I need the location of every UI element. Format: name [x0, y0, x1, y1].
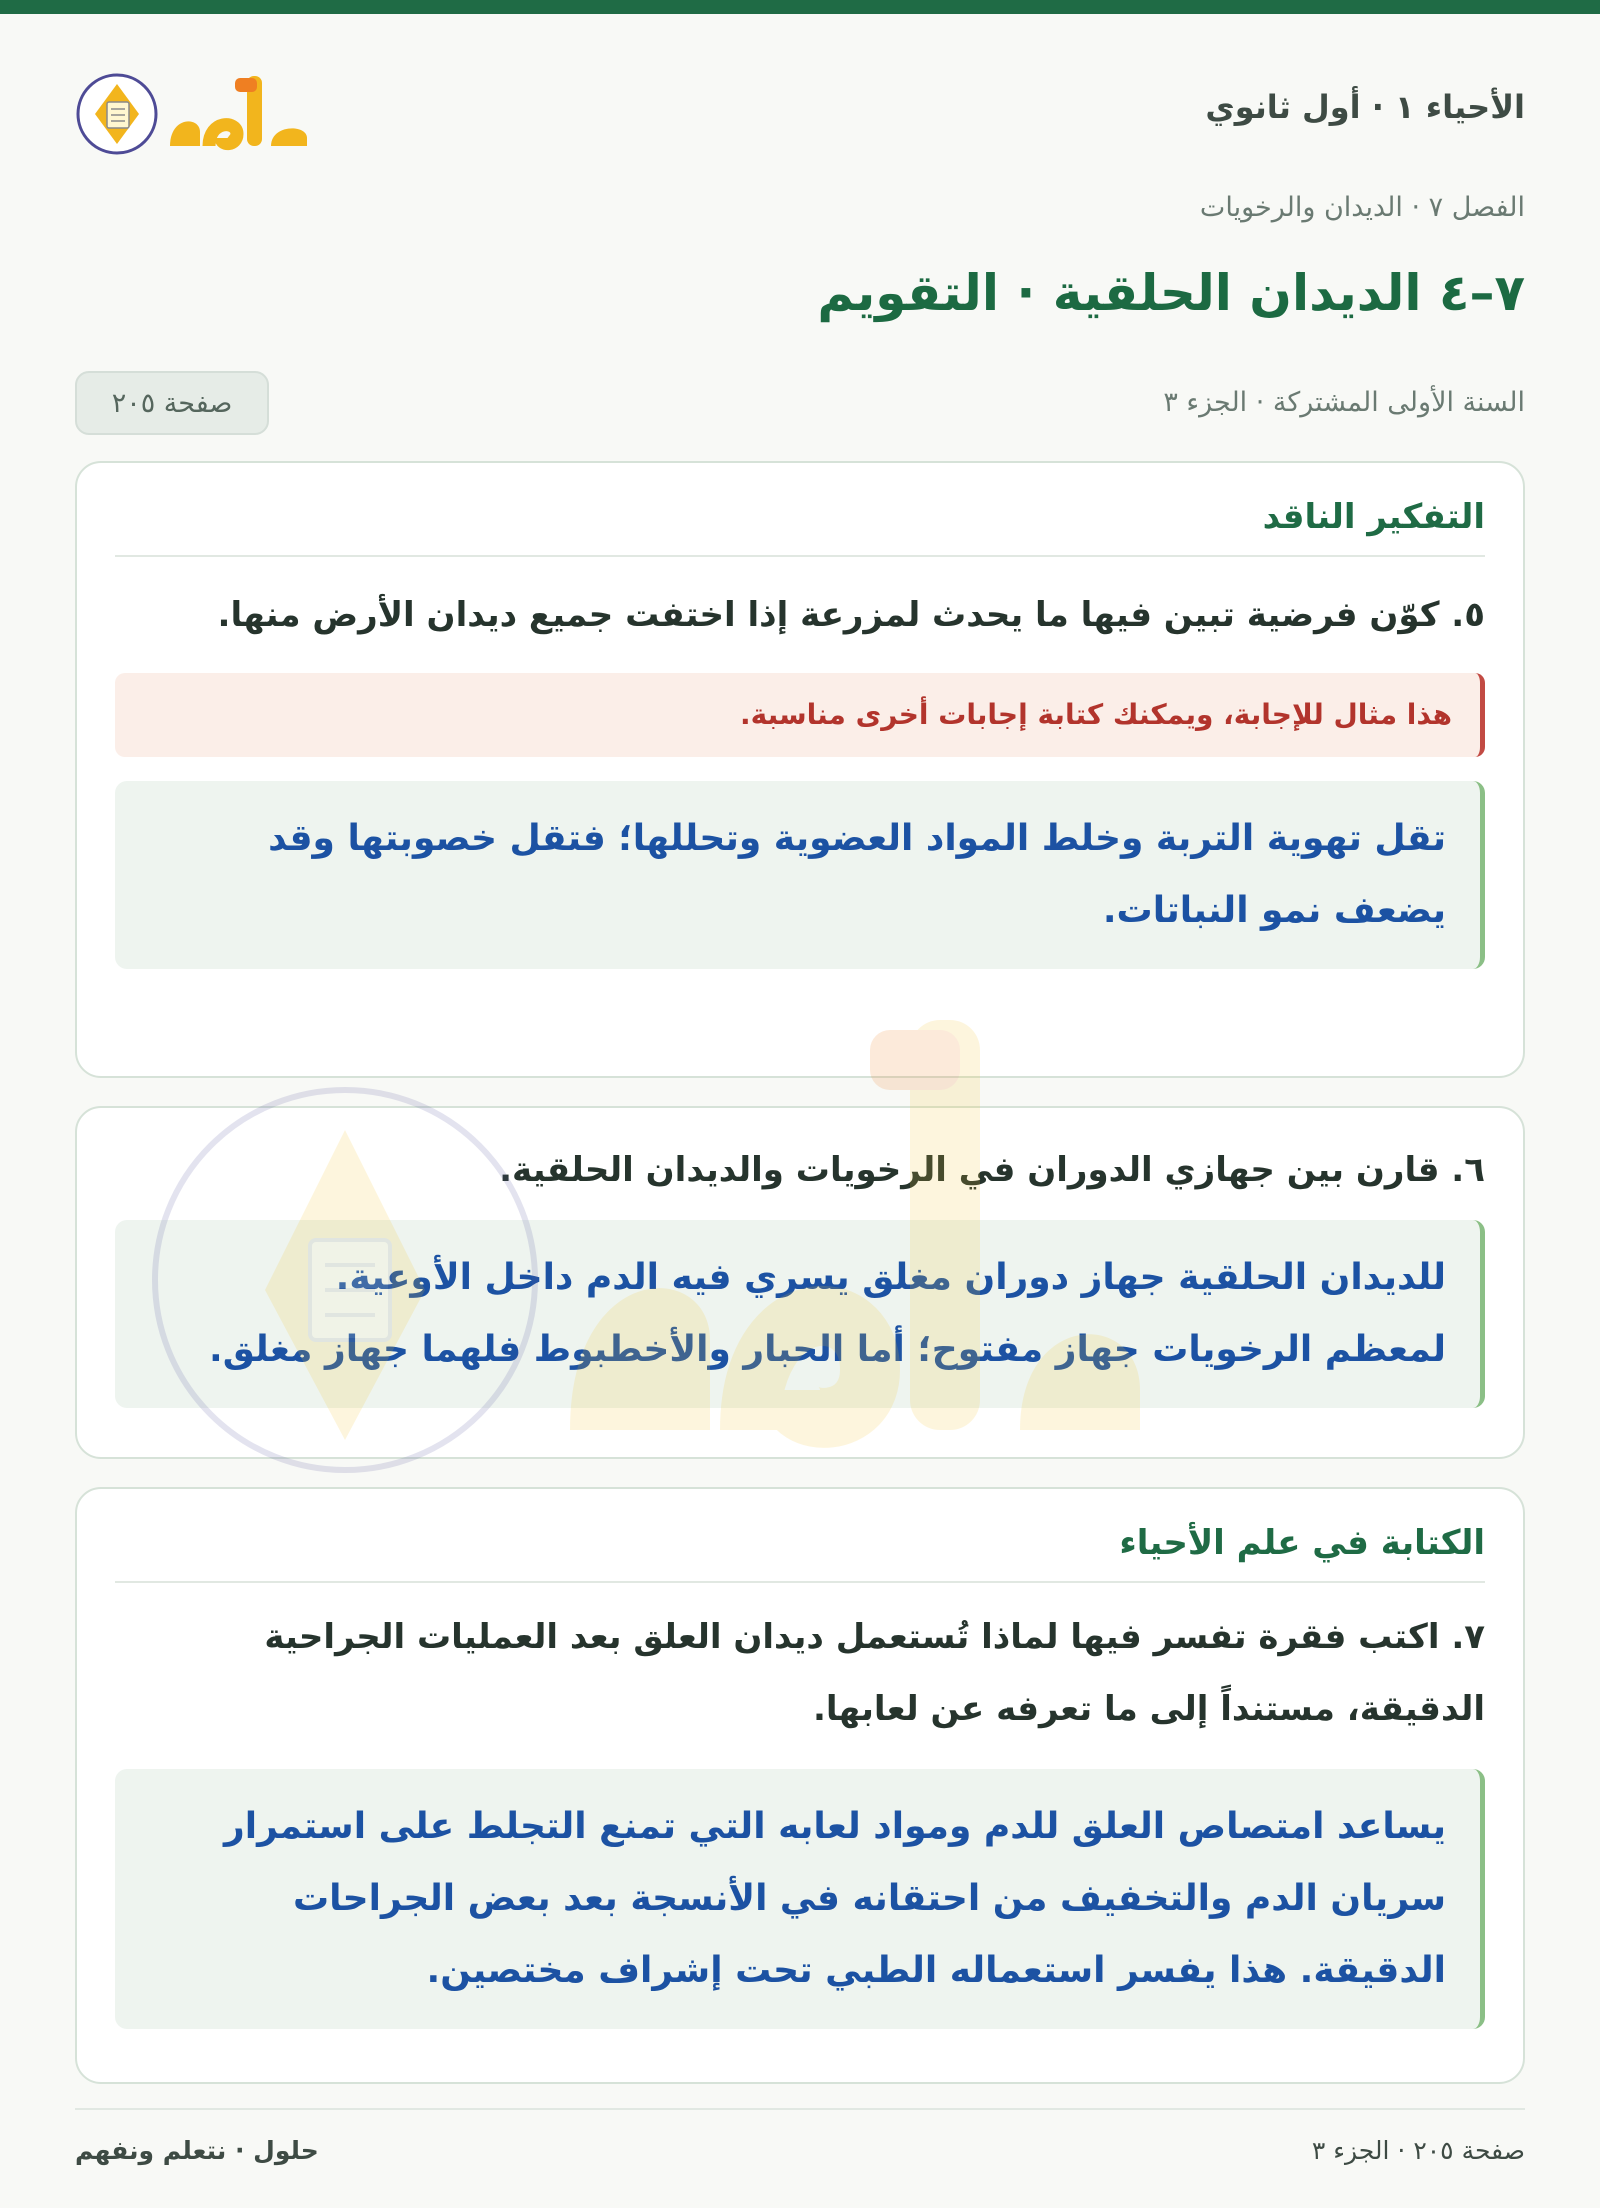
critical-thinking-card: [75, 461, 1525, 1078]
answer-6: [115, 1220, 1485, 1408]
answer-6-line-1: للديدان الحلقية جهاز دوران مغلق يسري فيه الدم داخل الأوعية.: [335, 1257, 1446, 1298]
book-sun-logo-icon: [75, 54, 335, 164]
answer-5: [115, 781, 1485, 969]
answer-6-line-2: لمعظم الرخويات جهاز مفتوح؛ أما الحبار والأخطبوط فلهما جهاز مغلق.: [209, 1329, 1446, 1370]
section-title-critical-thinking: التفكير الناقد: [115, 463, 1485, 557]
answer-7: [115, 1769, 1485, 2029]
site-footer: [75, 2108, 1525, 2190]
answer-7-text: يساعد امتصاص العلق للدم ومواد لعابه التي تمنع التجلط على استمرار سريان الدم والتخفيف من احتقانه في الأنسجة بعد بعض الجراحات الدقيقة. هذا يفسر استعماله الطبي تحت إشراف مختصين.: [224, 1806, 1446, 1991]
volume-label: السنة الأولى المشتركة · الجزء ٣: [1163, 387, 1525, 418]
question-7: ٧. اكتب فقرة تفسر فيها لماذا تُستعمل ديدان العلق بعد العمليات الجراحية الدقيقة، مستنداً إلى ما تعرفه عن لعابها.: [264, 1617, 1485, 1729]
section-title-writing: الكتابة في علم الأحياء: [115, 1489, 1485, 1583]
answer-5-text: تقل تهوية التربة وخلط المواد العضوية وتحللها؛ فتقل خصوبتها وقد يضعف نمو النباتات.: [268, 818, 1446, 931]
compare-card: [75, 1106, 1525, 1459]
example-answer-note: هذا مثال للإجابة، ويمكنك كتابة إجابات أخرى مناسبة.: [115, 673, 1485, 757]
footer-brand: حلول · نتعلم ونفهم: [75, 2136, 319, 2165]
site-header: [75, 14, 1525, 200]
footer-page-label: صفحة ٢٠٥ · الجزء ٣: [1311, 2136, 1525, 2165]
page-title: ٧–٤ الديدان الحلقية · التقويم: [817, 264, 1525, 322]
subject-label: الأحياء ١ · أول ثانوي: [1205, 88, 1525, 126]
site-logo[interactable]: [75, 54, 335, 164]
question-5: ٥. كوّن فرضية تبين فيها ما يحدث لمزرعة إذا اختفت جميع ديدان الأرض منها.: [217, 595, 1485, 635]
meta-row: [75, 359, 1525, 439]
breadcrumb: الفصل ٧ · الديدان والرخويات: [1199, 192, 1525, 223]
top-accent-bar: [0, 0, 1600, 14]
page-badge: صفحة ٢٠٥: [75, 371, 269, 435]
question-6: ٦. قارن بين جهازي الدوران في الرخويات والديدان الحلقية.: [499, 1150, 1485, 1190]
writing-card: [75, 1487, 1525, 2084]
